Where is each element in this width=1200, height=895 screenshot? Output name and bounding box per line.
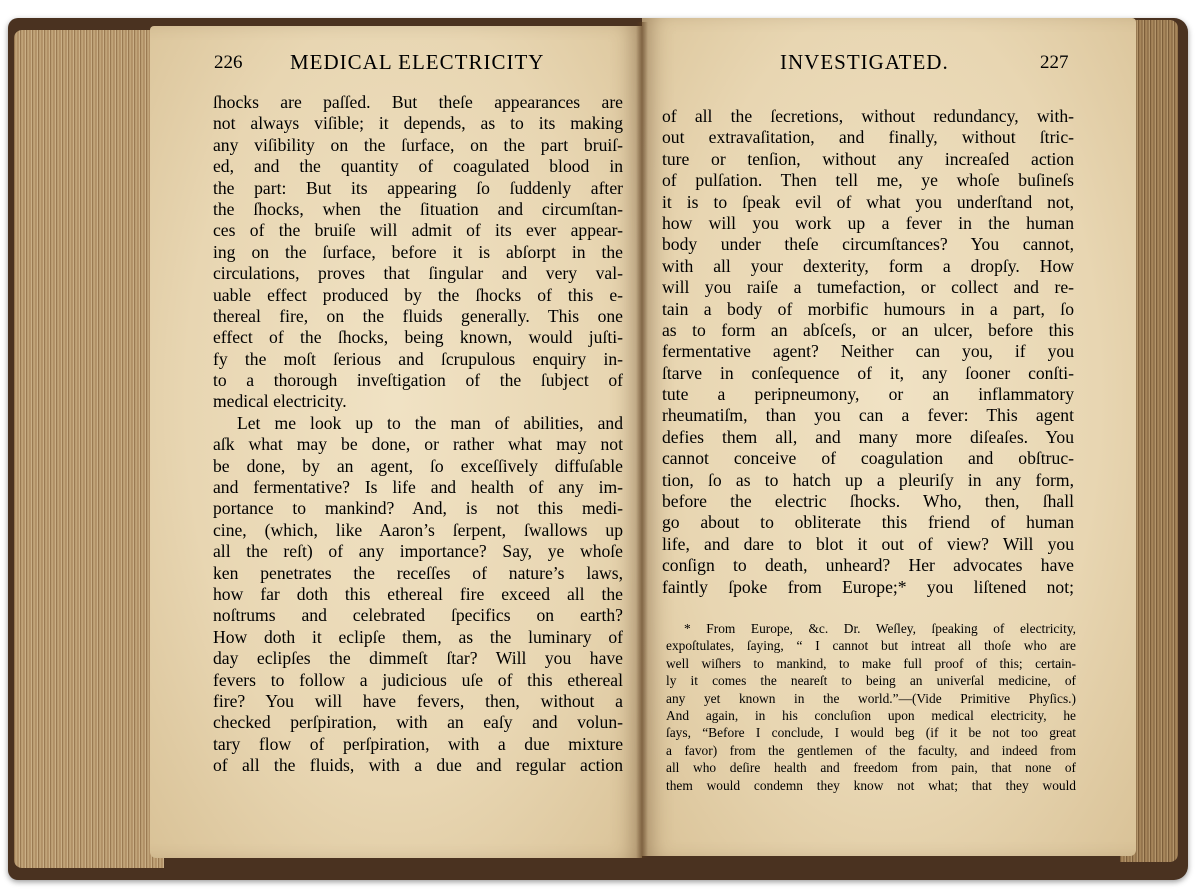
text-line: tion, ſo as to hatch up a pleuriſy in any form,: [662, 469, 1074, 490]
text-line: ing on the ſurface, before it is abſorpt in the: [213, 241, 623, 262]
right-running-head: INVESTIGATED.: [780, 50, 949, 74]
text-line: checked perſpiration, with an eaſy and volun-: [213, 712, 623, 733]
text-line: any viſibility on the ſurface, on the part bruiſ-: [213, 134, 623, 155]
text-line: of pulſation. Then tell me, ye whoſe buſineſs: [662, 170, 1074, 191]
footnote-line: ly it comes the neareſt to being an univerſal medicine, of: [666, 673, 1076, 689]
text-line: defies them all, and many more diſeaſes. You: [662, 426, 1074, 447]
footnote-line: a favor) from the gentlemen of the faculty, and indeed from: [666, 742, 1076, 758]
text-line: life, and dare to blot it out of view? Will you: [662, 533, 1074, 554]
text-line: not always viſible; it depends, as to its making: [213, 113, 623, 134]
right-page-text: [662, 106, 1074, 598]
text-line: with all your dexterity, form a dropſy. How: [662, 255, 1074, 276]
text-line: faintly ſpoke from Europe;* you liſtened not;: [662, 576, 1074, 597]
text-line: as to form an abſceſs, or an ulcer, before this: [662, 319, 1074, 340]
text-line: be done, by an agent, ſo exceſſively diffuſable: [213, 455, 623, 476]
footnote-line: all who deſire health and freedom from pain, that none of: [666, 760, 1076, 776]
text-line: fevers to follow a judicious uſe of this ethereal: [213, 669, 623, 690]
text-line: ces of the bruiſe will admit of its ever appear-: [213, 220, 623, 241]
text-line: the ſhocks, when the ſituation and circumſtan-: [213, 198, 623, 219]
left-running-head: MEDICAL ELECTRICITY: [290, 50, 545, 74]
book-gutter: [636, 22, 648, 858]
text-line: ken penetrates the receſſes of nature’s laws,: [213, 562, 623, 583]
text-line: uable effect produced by the ſhocks of this e-: [213, 284, 623, 305]
text-line: noſtrums and celebrated ſpecifics on earth?: [213, 605, 623, 626]
text-line: all the reſt) of any importance? Say, ye whoſe: [213, 541, 623, 562]
text-line: ture or tenſion, without any increaſed action: [662, 148, 1074, 169]
text-line: will you raiſe a tumefaction, or collect and re-: [662, 277, 1074, 298]
left-page-text: [213, 92, 623, 777]
text-line: tain a body of morbific humours in a part, ſo: [662, 298, 1074, 319]
text-line: of all the ſecretions, without redundancy, with-: [662, 106, 1074, 126]
footnote-line: well wiſhers to mankind, to make full proof of this; certain-: [666, 655, 1076, 671]
footnote-line: them would condemn they know not what; that they would: [666, 777, 1076, 793]
text-line: fy the moſt ſerious and ſcrupulous enquiry in-: [213, 348, 623, 369]
text-line: effect of the ſhocks, being known, would juſti-: [213, 327, 623, 348]
text-line: cine, (which, like Aaron’s ſerpent, ſwallows up: [213, 519, 623, 540]
text-line: portance to mankind? And, is not this medi-: [213, 498, 623, 519]
text-line: fire? You will have fevers, then, without a: [213, 690, 623, 711]
text-line: out extravaſitation, and finally, without ſtric-: [662, 127, 1074, 148]
text-line: body under theſe circumſtances? You cannot,: [662, 234, 1074, 255]
text-line: ſhocks are paſſed. But theſe appearances are: [213, 92, 623, 112]
footnote-line: any yet known in the world.”—(Vide Primitive Phyſics.): [666, 690, 1076, 706]
footnote-line: And again, in his concluſion upon medical electricity, he: [666, 707, 1076, 723]
text-line: aſk what may be done, or rather what may not: [213, 434, 623, 455]
text-line: ſtarve in conſequence of it, any ſooner conſti-: [662, 362, 1074, 383]
text-line: ed, and the quantity of coagulated blood in: [213, 156, 623, 177]
left-page-stack: [14, 30, 164, 868]
text-line: fermentative agent? Neither can you, if you: [662, 341, 1074, 362]
text-line: how will you work up a fever in the human: [662, 212, 1074, 233]
text-line: tute a peripneumony, or an inflammatory: [662, 384, 1074, 405]
footnote-line: * From Europe, &c. Dr. Weſley, ſpeaking of electricity,: [684, 621, 1076, 636]
text-line: go about to obliterate this friend of human: [662, 512, 1074, 533]
footnote-separator: [662, 606, 1074, 607]
text-line: medical electricity.: [213, 391, 347, 412]
text-line: before the electric ſhocks. Who, then, ſhall: [662, 491, 1074, 512]
text-line: conſign to death, unheard? Her advocates have: [662, 555, 1074, 576]
footnote-line: ſays, “Before I conclude, I would beg (if it be not too great: [666, 725, 1076, 741]
text-line: how far doth this ethereal fire exceed all the: [213, 583, 623, 604]
text-line: day eclipſes the dimmeſt ſtar? Will you have: [213, 648, 623, 669]
text-line: circulations, proves that ſingular and very val-: [213, 263, 623, 284]
text-line: rheumatiſm, than you can a fever: This agent: [662, 405, 1074, 426]
text-line: to a thorough inveſtigation of the ſubject of: [213, 370, 623, 391]
text-line: of all the fluids, with a due and regular action: [213, 755, 623, 776]
text-line: and fermentative? Is life and health of any im-: [213, 477, 623, 498]
text-line: cannot conceive of coagulation and obſtruc-: [662, 448, 1074, 469]
text-line-paragraph-start: Let me look up to the man of abilities, and: [237, 412, 623, 433]
text-line: the part: But its appearing ſo ſuddenly after: [213, 177, 623, 198]
footnote-line: expoſtulates, ſaying, “ I cannot but intreat all thoſe who are: [666, 638, 1076, 654]
right-page-number: 227: [1040, 52, 1069, 73]
text-line: thereal fire, on the fluids generally. This one: [213, 305, 623, 326]
footnote: [666, 620, 1076, 794]
text-line: it is to ſpeak evil of what you underſtand not,: [662, 191, 1074, 212]
text-line: How doth it eclipſe them, as the luminary of: [213, 626, 623, 647]
text-line: tary flow of perſpiration, with a due mixture: [213, 733, 623, 754]
left-page-number: 226: [214, 52, 243, 73]
